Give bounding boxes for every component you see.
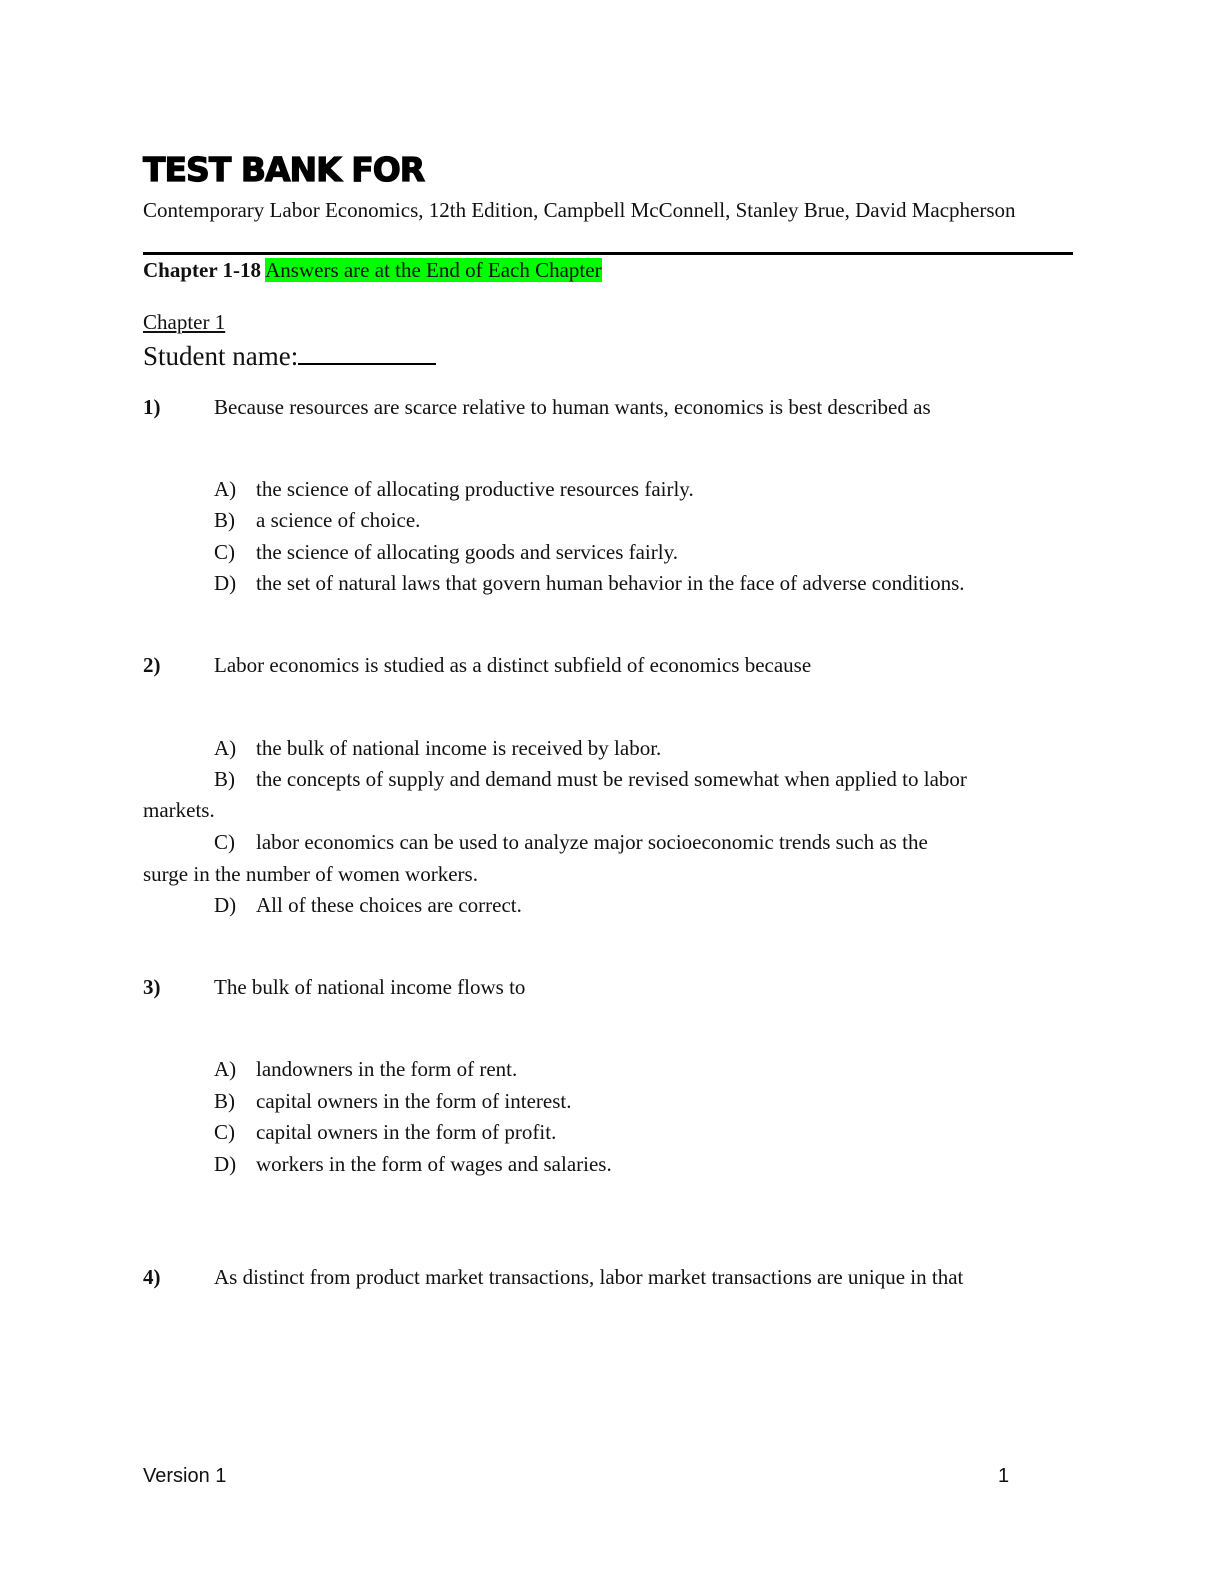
question-text: As distinct from product market transactions, labor market transactions are unique in that <box>214 1265 964 1289</box>
option-text: the science of allocating goods and services fairly. <box>256 540 678 564</box>
option-letter: B) <box>214 767 235 791</box>
option-letter: A) <box>214 736 237 760</box>
option-letter: A) <box>214 1057 237 1081</box>
student-name-blank <box>298 337 436 365</box>
option-text: the bulk of national income is received by labor. <box>256 736 662 760</box>
question-text: The bulk of national income flows to <box>214 975 526 999</box>
header-divider <box>143 252 1073 255</box>
option-text: a science of choice. <box>256 508 421 532</box>
question-number: 4) <box>143 1265 161 1289</box>
chapter-heading: Chapter 1 <box>143 310 226 334</box>
page-number: 1 <box>998 1465 1010 1487</box>
option-letter: A) <box>214 477 237 501</box>
option-text: the concepts of supply and demand must be revised somewhat when applied to labor <box>256 767 967 791</box>
option-letter: D) <box>214 893 237 917</box>
option-text: labor economics can be used to analyze major socioeconomic trends such as the <box>256 830 928 854</box>
option-letter: D) <box>214 571 237 595</box>
question-text: Labor economics is studied as a distinct subfield of economics because <box>214 653 812 677</box>
document-title: TEST BANK FOR <box>143 150 425 189</box>
option-letter: C) <box>214 830 235 854</box>
footer-version: Version 1 <box>143 1465 227 1487</box>
option-text: All of these choices are correct. <box>256 893 522 917</box>
chapter-range-line <box>143 256 602 284</box>
question-number: 2) <box>143 653 161 677</box>
chapter-range: Chapter 1-18 <box>143 258 262 282</box>
question-number: 3) <box>143 975 161 999</box>
option-text: the science of allocating productive resources fairly. <box>256 477 694 501</box>
option-text: capital owners in the form of profit. <box>256 1120 557 1144</box>
option-text: capital owners in the form of interest. <box>256 1089 572 1113</box>
student-name-label: Student name: <box>143 341 299 371</box>
option-text-continued: surge in the number of women workers. <box>143 862 478 886</box>
option-letter: B) <box>214 508 235 532</box>
answers-note-highlight: Answers are at the End of Each Chapter <box>265 258 602 282</box>
student-name-line <box>143 337 436 372</box>
option-letter: C) <box>214 540 235 564</box>
option-text: the set of natural laws that govern human behavior in the face of adverse conditions. <box>256 571 965 595</box>
question-text: Because resources are scarce relative to human wants, economics is best described as <box>214 395 931 419</box>
book-subtitle: Contemporary Labor Economics, 12th Edition, Campbell McConnell, Stanley Brue, David Macpherson <box>143 198 1016 222</box>
option-text: workers in the form of wages and salaries. <box>256 1152 612 1176</box>
option-letter: B) <box>214 1089 235 1113</box>
option-text: landowners in the form of rent. <box>256 1057 518 1081</box>
option-letter: D) <box>214 1152 237 1176</box>
question-number: 1) <box>143 395 161 419</box>
option-text-continued: markets. <box>143 798 215 822</box>
option-letter: C) <box>214 1120 235 1144</box>
